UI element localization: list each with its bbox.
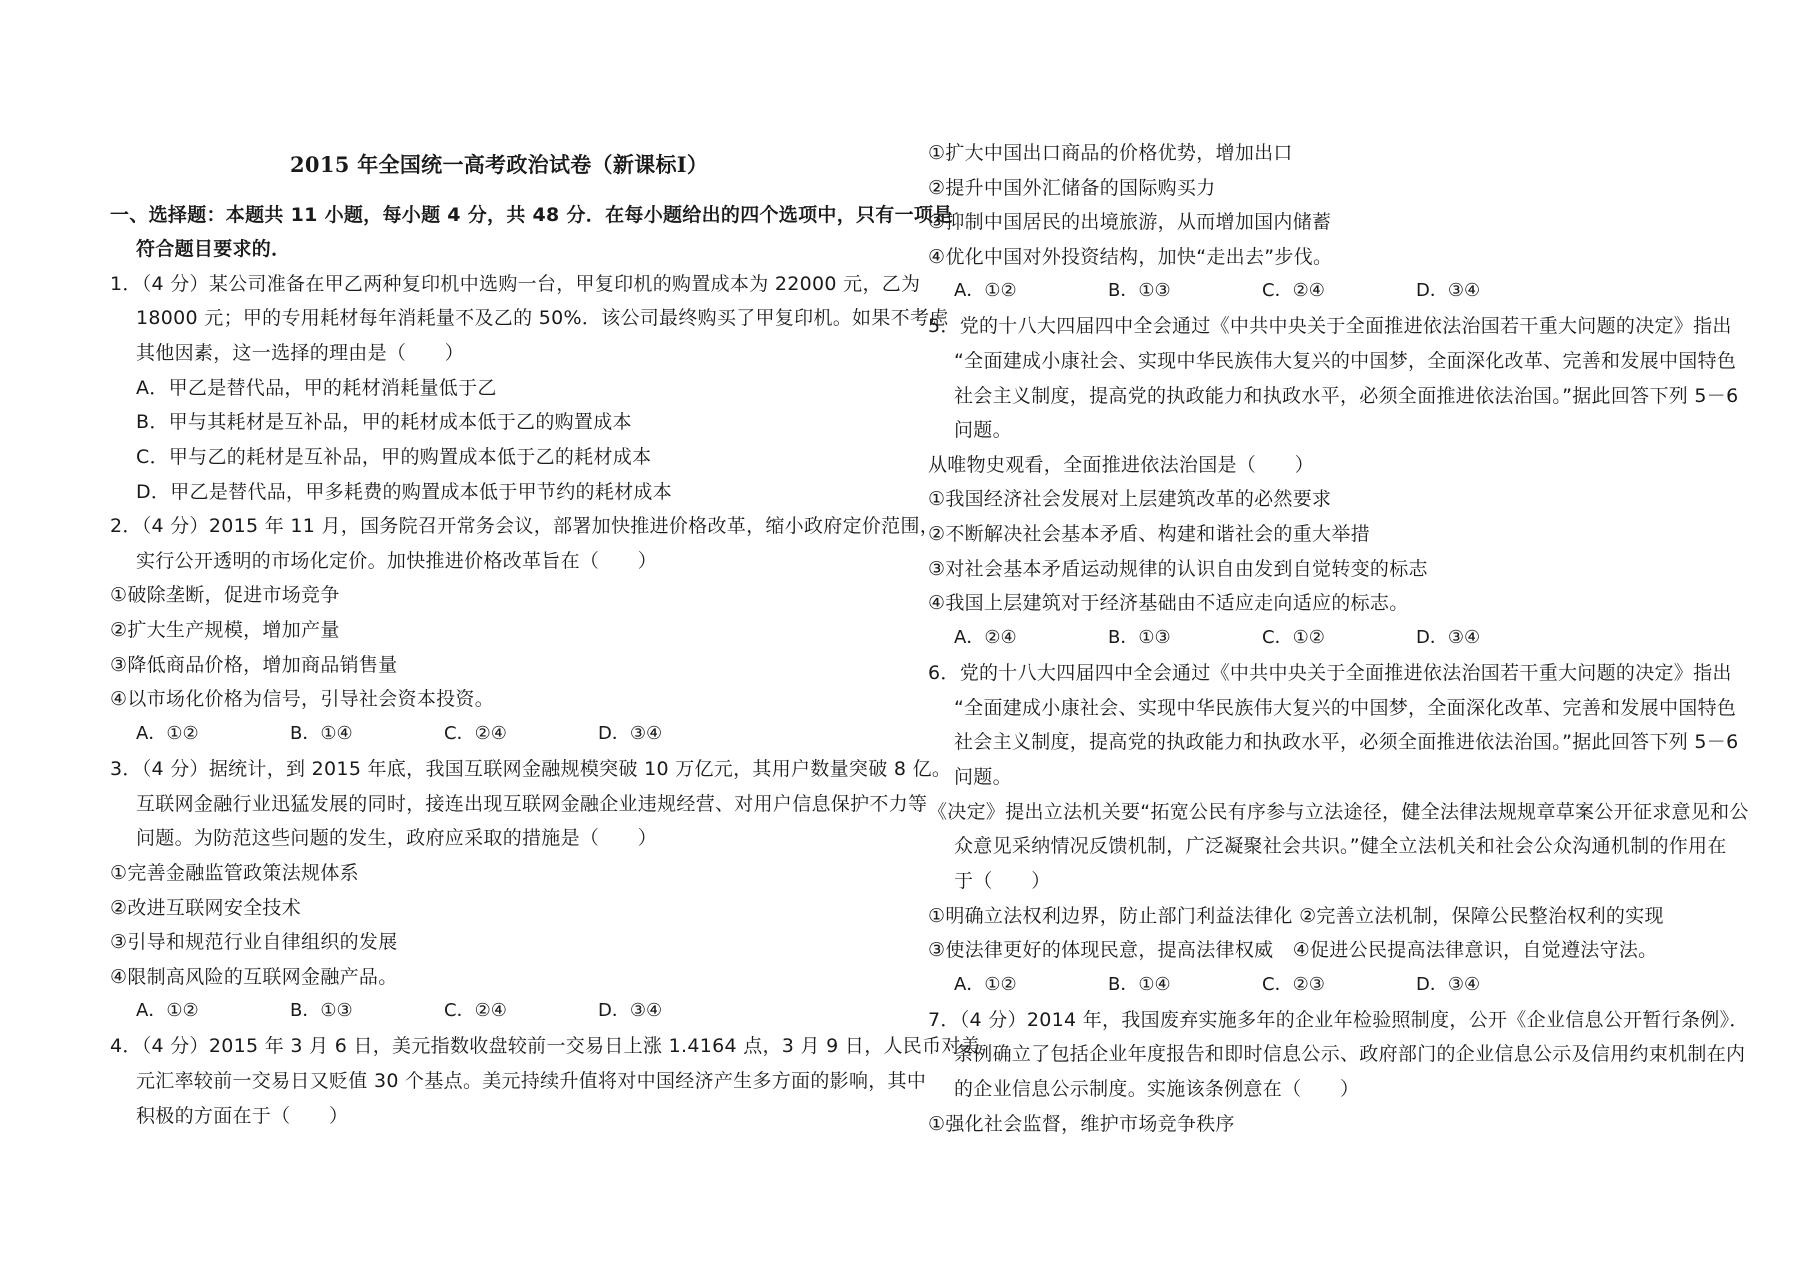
question-6-text: 问题。 <box>954 766 1012 788</box>
option-a: A．①② <box>954 974 1017 995</box>
statement-item: ②提升中国外汇储备的国际购买力 <box>928 177 1216 199</box>
question-6-text: 社会主义制度，提高党的执政能力和执政水平，必须全面推进依法治国。”据此回答下列 5－6 <box>954 731 1739 753</box>
option-b: B．①④ <box>290 723 353 744</box>
option-d: D．③④ <box>598 723 663 744</box>
option-c: C．②④ <box>1262 280 1325 301</box>
question-7-text: 7．（4 分）2014 年，我国废弃实施多年的企业年检验照制度，公开《企业信息公开暂行条例》． <box>928 1009 1749 1031</box>
section-header: 一、选择题：本题共 11 小题，每小题 4 分，共 48 分．在每小题给出的四个选项中，只有一项是 <box>110 204 953 226</box>
option-c: C．甲与乙的耗材是互补品，甲的购置成本低于乙的耗材成本 <box>136 446 652 468</box>
question-6-text: “全面建成小康社会、实现中华民族伟大复兴的中国梦，全面深化改革、完善和发展中国特色 <box>954 697 1737 719</box>
statement-item: ②不断解决社会基本矛盾、构建和谐社会的重大举措 <box>928 523 1370 545</box>
question-3-text: 互联网金融行业迅猛发展的同时，接连出现互联网金融企业违规经营、对用户信息保护不力等 <box>136 793 928 815</box>
statement-item: ③抑制中国居民的出境旅游，从而增加国内储蓄 <box>928 211 1332 233</box>
statement-item: ①我国经济社会发展对上层建筑改革的必然要求 <box>928 488 1332 510</box>
statement-item: ③引导和规范行业自律组织的发展 <box>110 931 398 953</box>
option-d: D．③④ <box>1416 627 1481 648</box>
answer-options <box>954 626 1570 650</box>
question-1-text: 18000 元；甲的专用耗材每年消耗量不及乙的 50%．该公司最终购买了甲复印机。如果不考虑 <box>136 307 949 329</box>
question-2-text: 2．（4 分）2015 年 11 月，国务院召开常务会议，部署加快推进价格改革，缩小政府定价范围， <box>110 515 940 537</box>
statement-item: ②扩大生产规模，增加产量 <box>110 619 340 641</box>
option-b: B．①③ <box>1108 627 1171 648</box>
option-b: B．①③ <box>290 1000 353 1021</box>
question-5-text: “全面建成小康社会、实现中华民族伟大复兴的中国梦，全面深化改革、完善和发展中国特色 <box>954 350 1737 372</box>
statement-item: ③对社会基本矛盾运动规律的认识自由发到自觉转变的标志 <box>928 558 1428 580</box>
statement-item: ①破除垄断，促进市场竞争 <box>110 584 340 606</box>
statement-item: ①强化社会监督，维护市场竞争秩序 <box>928 1113 1235 1135</box>
option-a: A．甲乙是替代品，甲的耗材消耗量低于乙 <box>136 377 497 399</box>
statement-item: ①完善金融监管政策法规体系 <box>110 862 359 884</box>
statement-item: ④限制高风险的互联网金融产品。 <box>110 966 398 988</box>
question-7-text: 的企业信息公示制度。实施该条例意在（ ） <box>954 1078 1360 1100</box>
statement-item: ④我国上层建筑对于经济基础由不适应走向适应的标志。 <box>928 592 1409 614</box>
statement-item: ②改进互联网安全技术 <box>110 897 302 919</box>
question-6-stem: 《决定》提出立法机关要“拓宽公民有序参与立法途径，健全法律法规规章草案公开征求意见和公 <box>928 801 1749 823</box>
question-6-stem: 众意见采纳情况反馈机制，广泛凝聚社会共识。”健全立法机关和社会公众沟通机制的作用在 <box>954 835 1727 857</box>
question-4-text: 元汇率较前一交易日又贬值 30 个基点。美元持续升值将对中国经济产生多方面的影响，其中 <box>136 1070 927 1092</box>
question-5-text: 5．党的十八大四届四中全会通过《中共中央关于全面推进依法治国若干重大问题的决定》指出 <box>928 315 1732 337</box>
question-5-text: 社会主义制度，提高党的执政能力和执政水平，必须全面推进依法治国。”据此回答下列 5－6 <box>954 385 1739 407</box>
option-a: A．①② <box>136 723 199 744</box>
statement-item: ③降低商品价格，增加商品销售量 <box>110 654 398 676</box>
option-b: B．甲与其耗材是互补品，甲的耗材成本低于乙的购置成本 <box>136 411 632 433</box>
option-d: D．③④ <box>1416 974 1481 995</box>
statement-item: ③使法律更好的体现民意，提高法律权威 ④促进公民提高法律意识，自觉遵法守法。 <box>928 939 1658 961</box>
answer-options <box>136 999 752 1023</box>
question-5-text: 问题。 <box>954 419 1012 441</box>
question-4-text: 4．（4 分）2015 年 3 月 6 日，美元指数收盘较前一交易日上涨 1.4164 点，3 月 9 日，人民币对美 <box>110 1035 981 1057</box>
option-c: C．②④ <box>444 723 507 744</box>
option-a: A．①② <box>136 1000 199 1021</box>
option-d: D．甲乙是替代品，甲多耗费的购置成本低于甲节约的耗材成本 <box>136 481 673 503</box>
option-a: A．②④ <box>954 627 1017 648</box>
answer-options <box>954 973 1570 997</box>
section-header: 符合题目要求的． <box>136 238 291 260</box>
question-6-text: 6．党的十八大四届四中全会通过《中共中央关于全面推进依法治国若干重大问题的决定》指出 <box>928 662 1732 684</box>
option-c: C．①② <box>1262 627 1325 648</box>
option-b: B．①③ <box>1108 280 1171 301</box>
option-c: C．②④ <box>444 1000 507 1021</box>
question-1-text: 1．（4 分）某公司准备在甲乙两种复印机中选购一台，甲复印机的购置成本为 22000 元，乙为 <box>110 273 921 295</box>
answer-options <box>954 279 1570 303</box>
statement-item: ①扩大中国出口商品的价格优势，增加出口 <box>928 142 1293 164</box>
option-c: C．②③ <box>1262 974 1325 995</box>
question-4-text: 积极的方面在于（ ） <box>136 1105 349 1127</box>
question-6-stem: 于（ ） <box>954 870 1051 892</box>
option-b: B．①④ <box>1108 974 1171 995</box>
option-d: D．③④ <box>598 1000 663 1021</box>
question-1-text: 其他因素，这一选择的理由是（ ） <box>136 342 465 364</box>
question-7-text: 条例确立了包括企业年度报告和即时信息公示、政府部门的企业信息公示及信用约束机制在内 <box>954 1043 1746 1065</box>
exam-title: 2015 年全国统一高考政治试卷（新课标I） <box>290 152 709 177</box>
question-5-stem: 从唯物史观看，全面推进依法治国是（ ） <box>928 454 1315 476</box>
option-a: A．①② <box>954 280 1017 301</box>
question-3-text: 3．（4 分）据统计，到 2015 年底，我国互联网金融规模突破 10 万亿元，其用户数量突破 8 亿。 <box>110 758 952 780</box>
statement-item: ④以市场化价格为信号，引导社会资本投资。 <box>110 688 495 710</box>
question-3-text: 问题。为防范这些问题的发生，政府应采取的措施是（ ） <box>136 827 658 849</box>
option-d: D．③④ <box>1416 280 1481 301</box>
answer-options <box>136 722 752 746</box>
question-2-text: 实行公开透明的市场化定价。加快推进价格改革旨在（ ） <box>136 550 658 572</box>
statement-item: ①明确立法权利边界，防止部门利益法律化 ②完善立法机制，保障公民整治权利的实现 <box>928 905 1664 927</box>
statement-item: ④优化中国对外投资结构，加快“走出去”步伐。 <box>928 246 1333 268</box>
